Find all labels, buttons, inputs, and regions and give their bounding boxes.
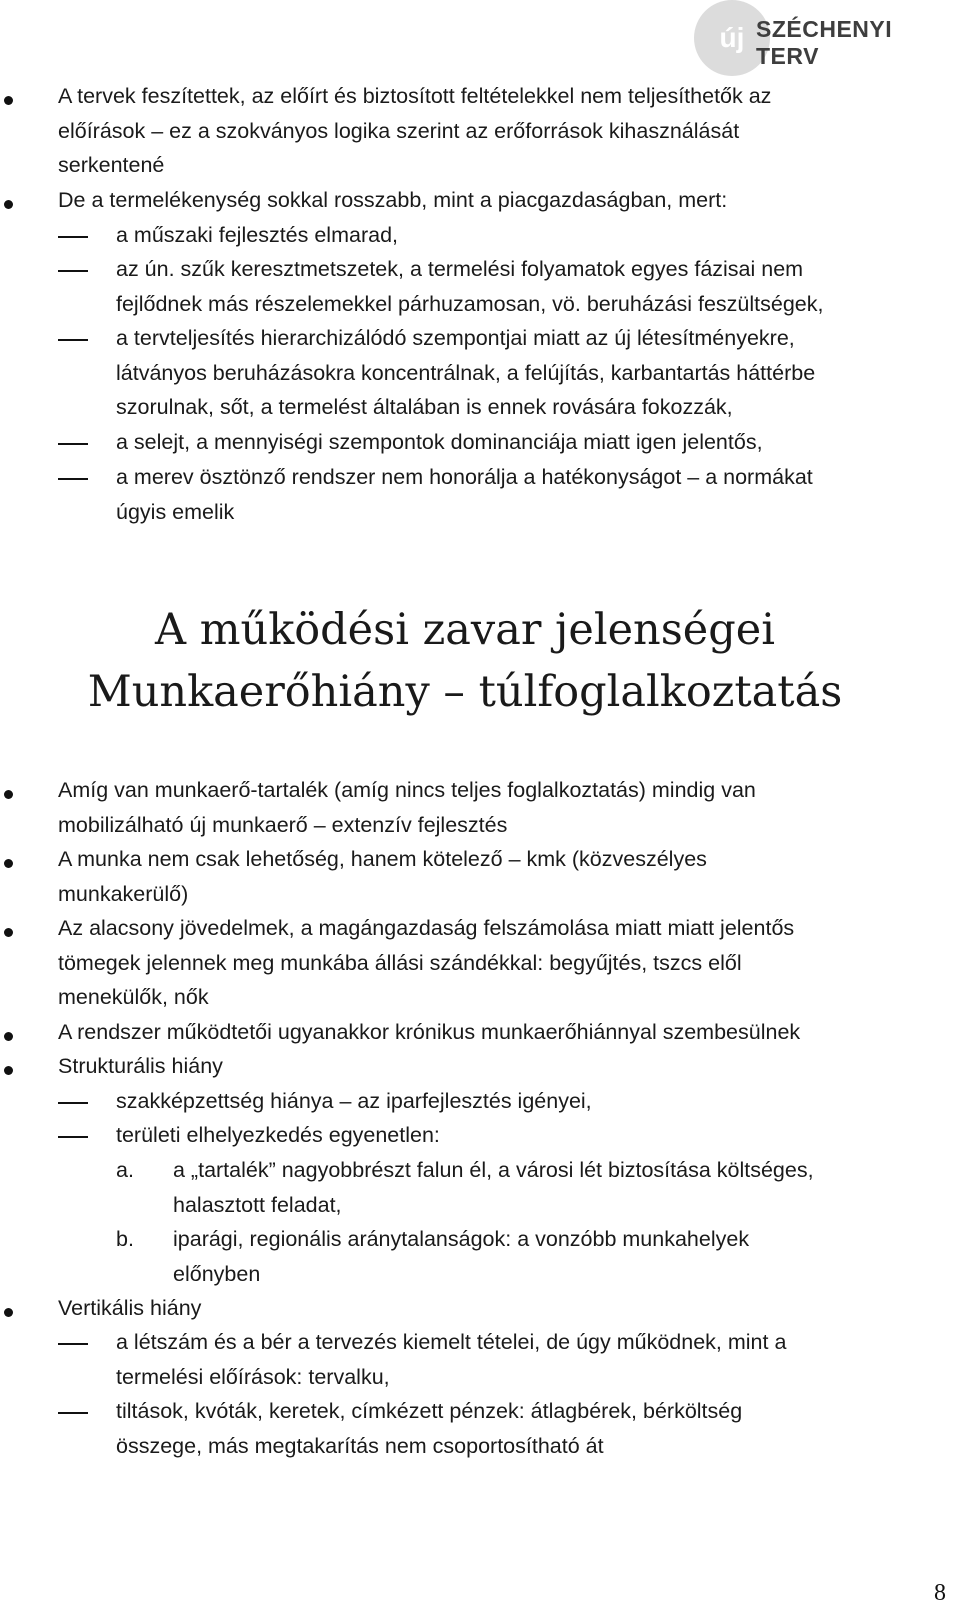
list-item: Az alacsony jövedelmek, a magángazdaság felszámolása miatt miatt jelentős tömegek jelennek meg munkába állási szándékkal: begyűjtés, tszcs elől menekülők, nők: [58, 916, 795, 1009]
list-item: szakképzettség hiánya – az iparfejlesztés igényei,: [116, 1089, 592, 1113]
bullet-3: [4, 790, 13, 799]
dash-8: [58, 1343, 88, 1345]
list-item: Amíg van munkaerő-tartalék (amíg nincs teljes foglalkoztatás) mindig van mobilizálható új munkaerő – extenzív fejlesztés: [58, 778, 756, 837]
list-item: tiltások, kvóták, keretek, címkézett pénzek: átlagbérek, bérköltség összege, más megtakarítás nem csoportosítható át: [116, 1399, 743, 1458]
list-item: a tervteljesítés hierarchizálódó szempontjai miatt az új létesítményekre, látványos beruházásokra koncentrálnak, a felújítás, karbantartás háttérbe szorulnak, sőt, a termelést általában is ennek rovására fokozzák,: [116, 326, 816, 419]
logo-name: SZÉCHENYI TERV: [756, 16, 893, 69]
bullet-2: [4, 200, 13, 209]
list-item: a műszaki fejlesztés elmarad,: [116, 223, 398, 247]
dash-7: [58, 1136, 88, 1138]
list-item: a létszám és a bér a tervezés kiemelt tételei, de úgy működnek, mint a termelési előírások: tervalku,: [116, 1330, 787, 1389]
bullet-6: [4, 1032, 13, 1041]
list-item: iparági, regionális aránytalanságok: a vonzóbb munkahelyek előnyben: [173, 1227, 750, 1286]
bullet-4: [4, 859, 13, 868]
szechenyi-terv-logo: [694, 0, 952, 76]
list-item: az ún. szűk keresztmetszetek, a termelési folyamatok egyes fázisai nem fejlődnek más részelemekkel párhuzamosan, vö. beruházási feszültségek,: [116, 257, 824, 316]
list-item: De a termelékenység sokkal rosszabb, mint a piacgazdaságban, mert:: [58, 188, 728, 212]
list-item: Strukturális hiány: [58, 1054, 223, 1078]
bullet-1: [4, 96, 13, 105]
list-item: területi elhelyezkedés egyenetlen:: [116, 1123, 440, 1147]
dash-3: [58, 339, 88, 341]
dash-1: [58, 236, 88, 238]
dash-4: [58, 443, 88, 445]
bullet-8: [4, 1308, 13, 1317]
dash-9: [58, 1412, 88, 1414]
list-item: a merev ösztönző rendszer nem honorálja a hatékonyságot – a normákat úgyis emelik: [116, 465, 813, 524]
section-heading-line1: A működési zavar jelenségei: [155, 605, 775, 655]
list-item: a „tartalék” nagyobbrészt falun él, a városi lét biztosítása költséges, halasztott feladat,: [173, 1158, 814, 1217]
list-marker-a: a.: [116, 1158, 134, 1182]
list-item: A munka nem csak lehetőség, hanem kötelező – kmk (közveszélyes munkakerülő): [58, 847, 707, 906]
logo-mark: új: [694, 0, 770, 76]
list-item: a selejt, a mennyiségi szempontok dominanciája miatt igen jelentős,: [116, 430, 763, 454]
bullet-7: [4, 1066, 13, 1075]
section-heading-line2: Munkaerőhiány – túlfoglalkoztatás: [87, 667, 843, 717]
dash-2: [58, 270, 88, 272]
dash-5: [58, 478, 88, 480]
list-item: A rendszer működtetői ugyanakkor krónikus munkaerőhiánnyal szembesülnek: [58, 1020, 801, 1044]
dash-6: [58, 1102, 88, 1104]
list-item: Vertikális hiány: [58, 1296, 202, 1320]
page-number: 8: [934, 1580, 946, 1606]
bullet-5: [4, 928, 13, 937]
list-marker-b: b.: [116, 1227, 134, 1251]
list-item: A tervek feszítettek, az előírt és biztosított feltételekkel nem teljesíthetők az előírások – ez a szokványos logika szerint az erőforrások kihasználását serkentené: [58, 84, 772, 177]
